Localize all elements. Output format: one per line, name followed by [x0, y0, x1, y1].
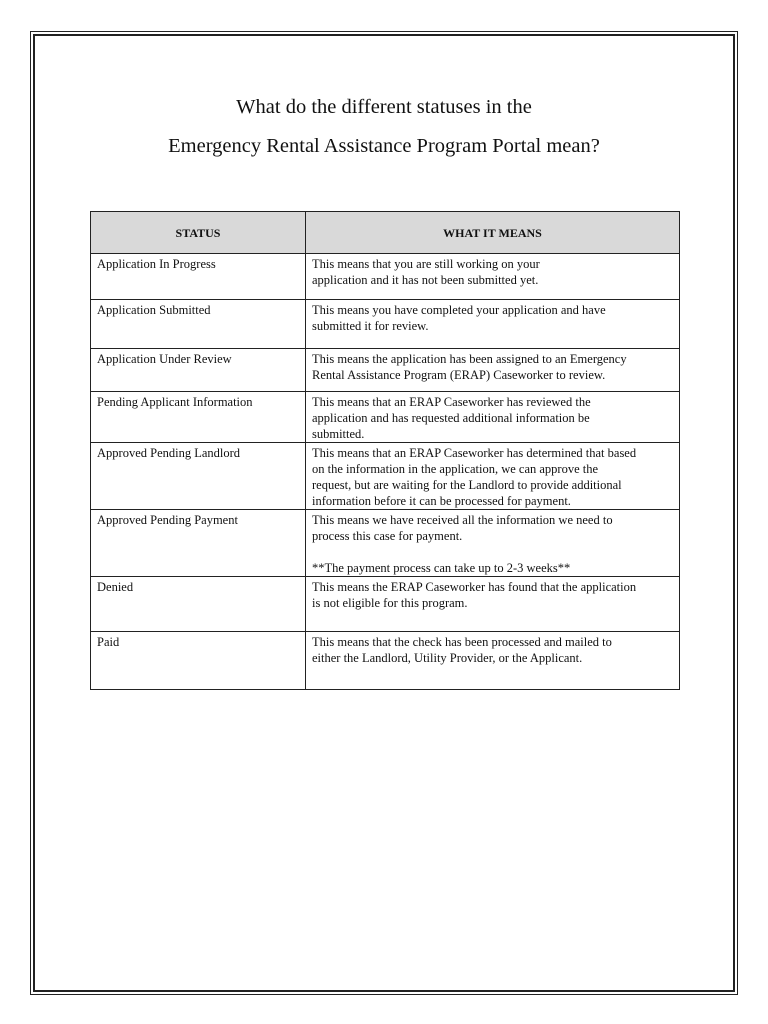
- status-cell: Approved Pending Payment: [91, 510, 306, 577]
- header-what-it-means: WHAT IT MEANS: [306, 212, 680, 254]
- page-title-line-2: Emergency Rental Assistance Program Portal mean?: [168, 135, 600, 157]
- table-row: [91, 577, 680, 632]
- meaning-cell: This means the ERAP Caseworker has found that the application is not eligible for this program.: [306, 577, 680, 632]
- status-cell: Application Under Review: [91, 349, 306, 392]
- status-table: [90, 211, 680, 690]
- meaning-cell: This means that you are still working on your application and it has not been submitted yet.: [306, 254, 680, 300]
- status-cell: Approved Pending Landlord: [91, 443, 306, 510]
- status-cell: Paid: [91, 632, 306, 690]
- table-row: [91, 392, 680, 443]
- table-row: [91, 254, 680, 300]
- page-title-line-1: What do the different statuses in the: [236, 96, 532, 118]
- table-row: [91, 443, 680, 510]
- table-row: [91, 300, 680, 349]
- header-status: STATUS: [91, 212, 306, 254]
- table-row: [91, 510, 680, 577]
- meaning-cell: This means that an ERAP Caseworker has determined that based on the information in the application, we can approve the request, but are waiting for the Landlord to provide additional information before it can be processed for payment.: [306, 443, 680, 510]
- meaning-cell: This means the application has been assigned to an Emergency Rental Assistance Program (ERAP) Caseworker to review.: [306, 349, 680, 392]
- status-cell: Application Submitted: [91, 300, 306, 349]
- table-row: [91, 349, 680, 392]
- status-cell: Denied: [91, 577, 306, 632]
- meaning-cell: This means we have received all the information we need to process this case for payment. **The payment process can take up to 2-3 weeks**: [306, 510, 680, 577]
- meaning-cell: This means you have completed your application and have submitted it for review.: [306, 300, 680, 349]
- table-row: [91, 632, 680, 690]
- status-cell: Pending Applicant Information: [91, 392, 306, 443]
- table-header-row: [91, 212, 680, 254]
- meaning-cell: This means that an ERAP Caseworker has reviewed the application and has requested additional information be submitted.: [306, 392, 680, 443]
- meaning-cell: This means that the check has been processed and mailed to either the Landlord, Utility Provider, or the Applicant.: [306, 632, 680, 690]
- status-cell: Application In Progress: [91, 254, 306, 300]
